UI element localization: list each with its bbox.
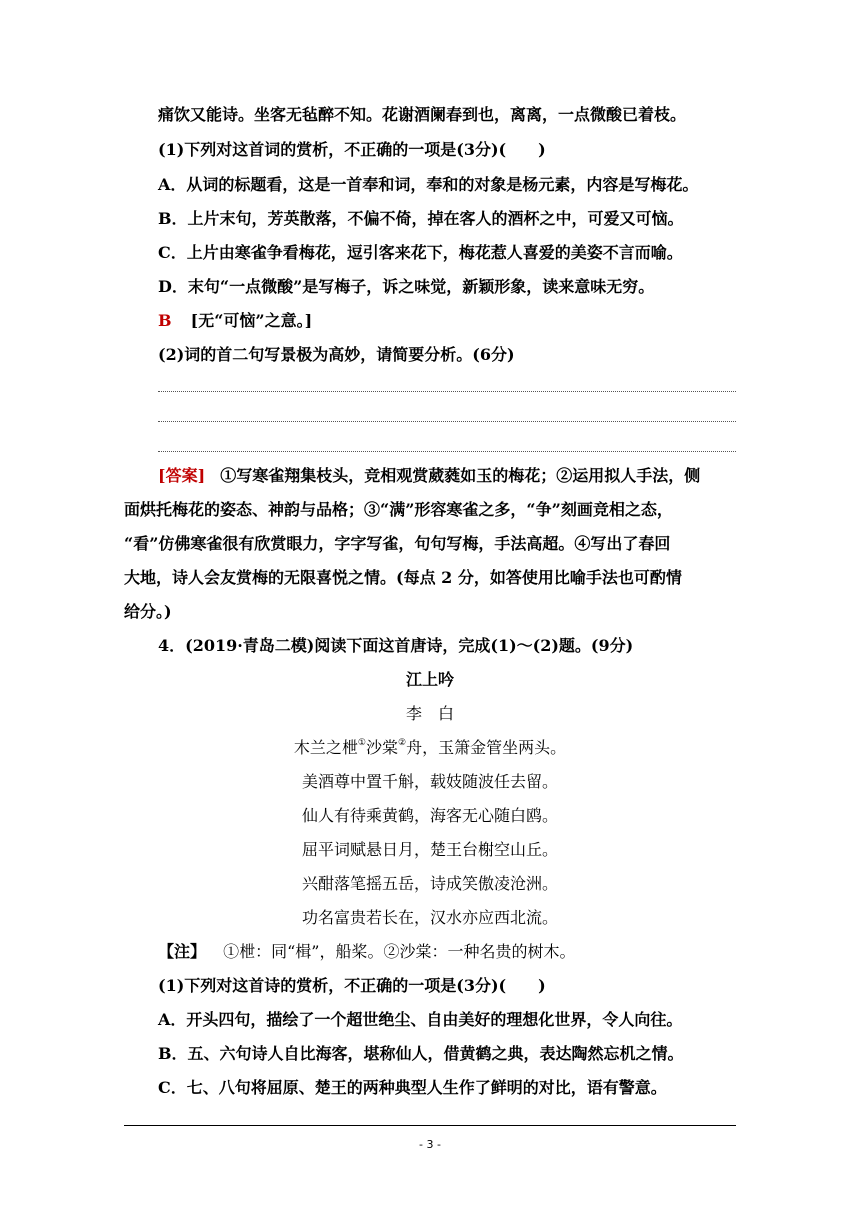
q3-sub2-question: (2)词的首二句写景极为高妙，请简要分析。(6分) xyxy=(158,345,515,364)
q3-option-d: D．末句“一点微酸”是写梅子，诉之味觉，新颖形象，读来意味无穷。 xyxy=(158,277,655,296)
answer-blank-line-1 xyxy=(158,391,736,392)
poem-line-3: 仙人有待乘黄鹤，海客无心随白鸥。 xyxy=(301,806,558,825)
poem-line-1: 木兰之枻①沙棠②舟，玉箫金管坐两头。 xyxy=(293,738,567,757)
poem-line-2: 美酒尊中置千斛，载妓随波任去留。 xyxy=(301,772,558,791)
footnote-marker-2: ② xyxy=(398,738,407,748)
poem-author: 李 白 xyxy=(405,704,454,723)
q4-option-b: B．五、六句诗人自比海客，堪称仙人，借黄鹤之典，表达陶然忘机之情。 xyxy=(158,1044,684,1063)
q4-option-c: C．七、八句将屈原、楚王的两种典型人生作了鲜明的对比，语有警意。 xyxy=(158,1078,667,1097)
q3-sub1-question: (1)下列对这首词的赏析，不正确的一项是(3分)( ) xyxy=(158,140,546,159)
answer-line-1: [答案] ①写寒雀翔集枝头，竞相观赏葳蕤如玉的梅花；②运用拟人手法，侧 xyxy=(158,466,701,485)
answer-line-3: “看”仿佛寒雀很有欣赏眼力，字字写雀，句句写梅，手法高超。④写出了春回 xyxy=(124,534,671,553)
answer-line-4: 大地，诗人会友赏梅的无限喜悦之情。(每点 2 分，如答使用比喻手法也可酌情 xyxy=(124,568,682,587)
poem-line-5: 兴酣落笔摇五岳，诗成笑傲凌沧洲。 xyxy=(301,874,558,893)
note-text: ①枻：同“楫”，船桨。②沙棠：一种名贵的树木。 xyxy=(223,942,576,961)
q3-option-c: C．上片由寒雀争看梅花，逗引客来花下，梅花惹人喜爱的美姿不言而喻。 xyxy=(158,243,683,262)
q3-option-a: A．从词的标题看，这是一首奉和词，奉和的对象是杨元素，内容是写梅花。 xyxy=(158,175,699,194)
poem-line-4: 屈平词赋悬日月，楚王台榭空山丘。 xyxy=(301,840,558,859)
answer-blank-line-2 xyxy=(158,421,736,422)
q4-sub1-question: (1)下列对这首诗的赏析，不正确的一项是(3分)( ) xyxy=(158,976,546,995)
footer-rule xyxy=(124,1125,736,1126)
poem-tail-line: 痛饮又能诗。坐客无毡醉不知。花谢酒阑春到也，离离，一点微酸已着枝。 xyxy=(158,105,687,124)
q3-answer-row xyxy=(158,310,312,332)
answer-tag: [答案] xyxy=(158,466,206,485)
answer-letter: B xyxy=(158,311,172,330)
poem-title: 江上吟 xyxy=(405,670,454,689)
poem-note xyxy=(158,941,575,963)
q4-header: 4．(2019·青岛二模)阅读下面这首唐诗，完成(1)～(2)题。(9分) xyxy=(158,636,634,655)
q4-option-a: A．开头四句，描绘了一个超世绝尘、自由美好的理想化世界，令人向往。 xyxy=(158,1010,683,1029)
answer-line-2: 面烘托梅花的姿态、神韵与品格；③“满”形容寒雀之多，“争”刻画竞相之态， xyxy=(124,500,673,519)
footnote-marker-1: ① xyxy=(357,738,366,748)
answer-line-5: 给分。) xyxy=(124,602,172,621)
page-number: - 3 - xyxy=(419,1138,441,1151)
q3-option-b: B．上片末句，芳英散落，不偏不倚，掉在客人的酒杯之中，可爱又可恼。 xyxy=(158,209,684,228)
poem-line-6: 功名富贵若长在，汉水亦应西北流。 xyxy=(301,908,558,927)
answer-note: [无“可恼”之意。] xyxy=(190,311,313,330)
answer-blank-line-3 xyxy=(158,451,736,452)
note-tag: 【注】 xyxy=(158,942,207,961)
